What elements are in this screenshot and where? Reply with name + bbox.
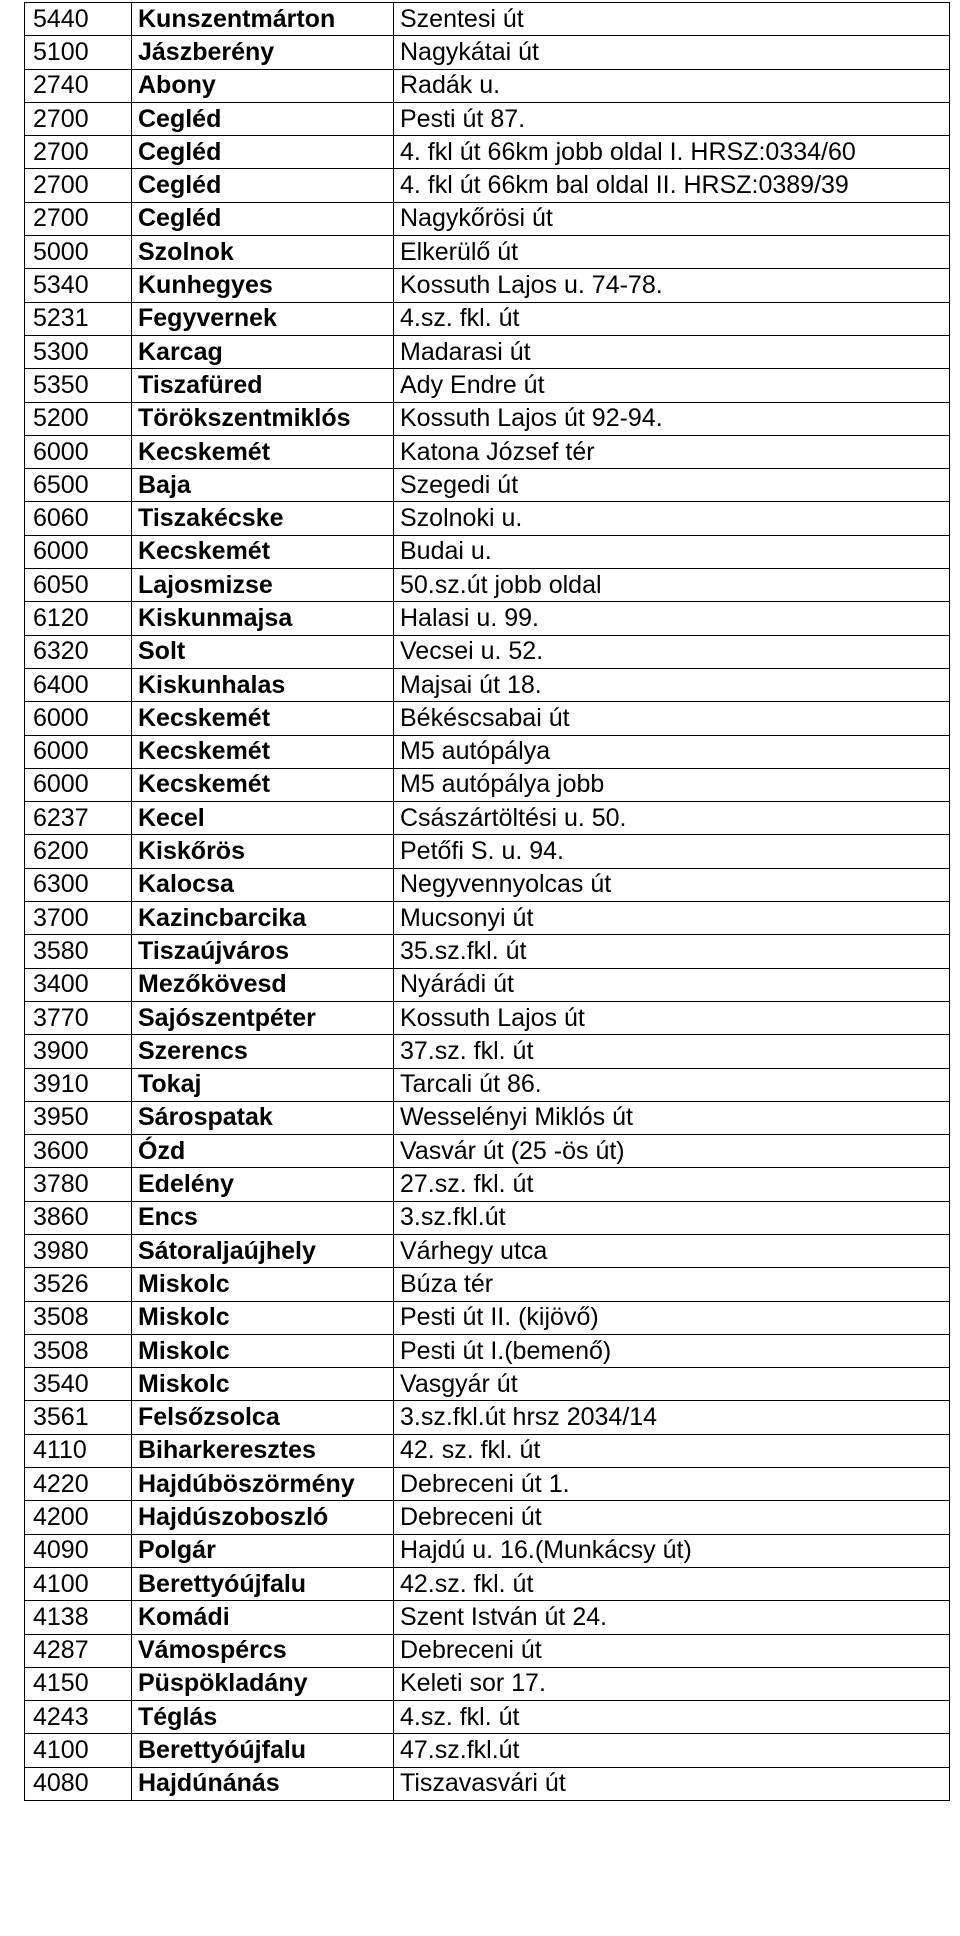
postal-code-cell: 3700 (25, 902, 132, 935)
address-cell: Keleti sor 17. (394, 1667, 950, 1700)
postal-code-cell: 4287 (25, 1634, 132, 1667)
table-row (25, 1268, 950, 1301)
city-cell: Edelény (132, 1168, 394, 1201)
address-cell: Kossuth Lajos u. 74-78. (394, 269, 950, 302)
table-row (25, 335, 950, 368)
city-cell: Jászberény (132, 36, 394, 69)
address-cell: Kossuth Lajos út (394, 1001, 950, 1034)
postal-code-cell: 6500 (25, 469, 132, 502)
table-row (25, 302, 950, 335)
table-row (25, 1567, 950, 1600)
address-cell: Hajdú u. 16.(Munkácsy út) (394, 1534, 950, 1567)
table-row (25, 1101, 950, 1134)
address-cell: Petőfi S. u. 94. (394, 835, 950, 868)
postal-code-cell: 3526 (25, 1268, 132, 1301)
table-row (25, 1434, 950, 1467)
postal-code-cell: 3508 (25, 1301, 132, 1334)
table-row (25, 835, 950, 868)
postal-code-cell: 3580 (25, 935, 132, 968)
city-cell: Püspökladány (132, 1667, 394, 1700)
table-row (25, 236, 950, 269)
postal-code-cell: 6200 (25, 835, 132, 868)
table-row (25, 735, 950, 768)
address-cell: Debreceni út (394, 1501, 950, 1534)
address-cell: M5 autópálya jobb (394, 768, 950, 801)
postal-code-cell: 4080 (25, 1767, 132, 1800)
postal-code-cell: 6400 (25, 668, 132, 701)
city-cell: Szerencs (132, 1035, 394, 1068)
address-cell: Szentesi út (394, 3, 950, 36)
postal-code-cell: 4150 (25, 1667, 132, 1700)
postal-code-cell: 4100 (25, 1567, 132, 1600)
postal-code-cell: 5350 (25, 369, 132, 402)
address-cell: Császártöltési u. 50. (394, 802, 950, 835)
city-cell: Berettyóújfalu (132, 1734, 394, 1767)
city-cell: Kiskőrös (132, 835, 394, 868)
table-row (25, 1701, 950, 1734)
address-cell: Mucsonyi út (394, 902, 950, 935)
table-row (25, 1035, 950, 1068)
table-row (25, 935, 950, 968)
table-row (25, 902, 950, 935)
address-cell: Negyvennyolcas út (394, 868, 950, 901)
postal-code-cell: 3600 (25, 1135, 132, 1168)
city-cell: Kunszentmárton (132, 3, 394, 36)
city-cell: Hajdúnánás (132, 1767, 394, 1800)
table-row (25, 1001, 950, 1034)
table-row (25, 1301, 950, 1334)
postal-code-cell: 6000 (25, 768, 132, 801)
table-row (25, 1634, 950, 1667)
address-cell: M5 autópálya (394, 735, 950, 768)
table-row (25, 702, 950, 735)
city-cell: Kecskemét (132, 702, 394, 735)
postal-code-cell: 6237 (25, 802, 132, 835)
address-cell: Vasgyár út (394, 1368, 950, 1401)
city-cell: Hajdúböszörmény (132, 1468, 394, 1501)
table-row (25, 1601, 950, 1634)
postal-code-cell: 3860 (25, 1201, 132, 1234)
city-cell: Törökszentmiklós (132, 402, 394, 435)
table-row (25, 1734, 950, 1767)
address-cell: Békéscsabai út (394, 702, 950, 735)
table-row (25, 535, 950, 568)
postal-code-cell: 6060 (25, 502, 132, 535)
table-row (25, 402, 950, 435)
postal-code-cell: 3770 (25, 1001, 132, 1034)
address-cell: Szolnoki u. (394, 502, 950, 535)
city-cell: Kalocsa (132, 868, 394, 901)
address-cell: 4. fkl út 66km bal oldal II. HRSZ:0389/39 (394, 169, 950, 202)
city-cell: Miskolc (132, 1268, 394, 1301)
table-row (25, 102, 950, 135)
table-row (25, 1501, 950, 1534)
postal-code-cell: 3400 (25, 968, 132, 1001)
table-row (25, 435, 950, 468)
city-cell: Fegyvernek (132, 302, 394, 335)
city-cell: Ózd (132, 1135, 394, 1168)
address-cell: 4.sz. fkl. út (394, 1701, 950, 1734)
address-cell: 42.sz. fkl. út (394, 1567, 950, 1600)
city-cell: Komádi (132, 1601, 394, 1634)
city-cell: Solt (132, 635, 394, 668)
address-cell: 35.sz.fkl. út (394, 935, 950, 968)
address-cell: 47.sz.fkl.út (394, 1734, 950, 1767)
postal-code-cell: 3780 (25, 1168, 132, 1201)
table-row (25, 668, 950, 701)
postal-code-cell: 4090 (25, 1534, 132, 1567)
city-cell: Baja (132, 469, 394, 502)
address-cell: Szegedi út (394, 469, 950, 502)
city-cell: Tiszakécske (132, 502, 394, 535)
address-cell: 4. fkl út 66km jobb oldal I. HRSZ:0334/60 (394, 136, 950, 169)
table-row (25, 768, 950, 801)
city-cell: Cegléd (132, 102, 394, 135)
city-cell: Tiszafüred (132, 369, 394, 402)
city-cell: Tiszaújváros (132, 935, 394, 968)
postal-code-cell: 6000 (25, 535, 132, 568)
table-row (25, 469, 950, 502)
city-cell: Felsőzsolca (132, 1401, 394, 1434)
postal-code-cell: 3540 (25, 1368, 132, 1401)
postal-code-cell: 2700 (25, 136, 132, 169)
postal-code-cell: 5300 (25, 335, 132, 368)
postal-code-cell: 3910 (25, 1068, 132, 1101)
postal-code-cell: 2700 (25, 202, 132, 235)
address-cell: Nagykőrösi út (394, 202, 950, 235)
table-row (25, 1667, 950, 1700)
city-cell: Miskolc (132, 1368, 394, 1401)
city-cell: Kecskemét (132, 735, 394, 768)
city-cell: Tokaj (132, 1068, 394, 1101)
address-cell: Madarasi út (394, 335, 950, 368)
city-cell: Polgár (132, 1534, 394, 1567)
city-cell: Kiskunhalas (132, 668, 394, 701)
city-cell: Lajosmizse (132, 569, 394, 602)
city-cell: Vámospércs (132, 1634, 394, 1667)
postal-code-cell: 6320 (25, 635, 132, 668)
address-cell: Radák u. (394, 69, 950, 102)
table-row (25, 602, 950, 635)
table-row (25, 1168, 950, 1201)
city-cell: Kecel (132, 802, 394, 835)
postal-code-cell: 4200 (25, 1501, 132, 1534)
address-cell: Szent István út 24. (394, 1601, 950, 1634)
table-row (25, 1767, 950, 1800)
city-cell: Kecskemét (132, 535, 394, 568)
address-cell: 3.sz.fkl.út hrsz 2034/14 (394, 1401, 950, 1434)
postal-code-cell: 5200 (25, 402, 132, 435)
postal-code-cell: 3900 (25, 1035, 132, 1068)
postal-code-cell: 6000 (25, 435, 132, 468)
address-table-body (25, 3, 950, 1801)
postal-code-cell: 4138 (25, 1601, 132, 1634)
table-row (25, 1334, 950, 1367)
city-cell: Kecskemét (132, 435, 394, 468)
address-cell: Elkerülő út (394, 236, 950, 269)
address-cell: Majsai út 18. (394, 668, 950, 701)
table-row (25, 36, 950, 69)
city-cell: Szolnok (132, 236, 394, 269)
postal-code-cell: 6000 (25, 735, 132, 768)
table-row (25, 802, 950, 835)
city-cell: Kiskunmajsa (132, 602, 394, 635)
postal-code-cell: 2740 (25, 69, 132, 102)
address-cell: Tiszavasvári út (394, 1767, 950, 1800)
city-cell: Miskolc (132, 1301, 394, 1334)
address-cell: Búza tér (394, 1268, 950, 1301)
postal-code-cell: 2700 (25, 169, 132, 202)
address-cell: Debreceni út (394, 1634, 950, 1667)
address-cell: Pesti út II. (kijövő) (394, 1301, 950, 1334)
table-row (25, 1068, 950, 1101)
address-cell: Vasvár út (25 -ös út) (394, 1135, 950, 1168)
city-cell: Berettyóújfalu (132, 1567, 394, 1600)
table-row (25, 1135, 950, 1168)
city-cell: Cegléd (132, 136, 394, 169)
postal-code-cell: 5440 (25, 3, 132, 36)
table-row (25, 635, 950, 668)
table-row (25, 569, 950, 602)
city-cell: Kecskemét (132, 768, 394, 801)
address-cell: 42. sz. fkl. út (394, 1434, 950, 1467)
postal-code-cell: 3508 (25, 1334, 132, 1367)
city-cell: Sátoraljaújhely (132, 1234, 394, 1267)
postal-code-cell: 3950 (25, 1101, 132, 1134)
postal-code-cell: 6050 (25, 569, 132, 602)
city-cell: Mezőkövesd (132, 968, 394, 1001)
table-row (25, 369, 950, 402)
city-cell: Sajószentpéter (132, 1001, 394, 1034)
city-cell: Cegléd (132, 169, 394, 202)
table-row (25, 69, 950, 102)
postal-code-cell: 6000 (25, 702, 132, 735)
address-cell: Debreceni út 1. (394, 1468, 950, 1501)
table-row (25, 169, 950, 202)
postal-code-cell: 5231 (25, 302, 132, 335)
city-cell: Sárospatak (132, 1101, 394, 1134)
address-cell: Kossuth Lajos út 92-94. (394, 402, 950, 435)
address-cell: Halasi u. 99. (394, 602, 950, 635)
table-row (25, 868, 950, 901)
table-row (25, 1401, 950, 1434)
postal-code-cell: 5000 (25, 236, 132, 269)
address-cell: Ady Endre út (394, 369, 950, 402)
postal-code-cell: 5100 (25, 36, 132, 69)
address-cell: Wesselényi Miklós út (394, 1101, 950, 1134)
address-cell: 27.sz. fkl. út (394, 1168, 950, 1201)
table-row (25, 1468, 950, 1501)
table-row (25, 3, 950, 36)
address-cell: Pesti út 87. (394, 102, 950, 135)
postal-code-cell: 4243 (25, 1701, 132, 1734)
address-cell: 50.sz.út jobb oldal (394, 569, 950, 602)
table-row (25, 1534, 950, 1567)
postal-code-cell: 4100 (25, 1734, 132, 1767)
postal-code-cell: 6300 (25, 868, 132, 901)
table-row (25, 502, 950, 535)
postal-code-cell: 2700 (25, 102, 132, 135)
city-cell: Encs (132, 1201, 394, 1234)
postal-code-cell: 3561 (25, 1401, 132, 1434)
address-cell: Nyárádi út (394, 968, 950, 1001)
city-cell: Hajdúszoboszló (132, 1501, 394, 1534)
table-row (25, 1368, 950, 1401)
address-cell: Nagykátai út (394, 36, 950, 69)
city-cell: Téglás (132, 1701, 394, 1734)
table-row (25, 1201, 950, 1234)
address-cell: Várhegy utca (394, 1234, 950, 1267)
postal-code-cell: 6120 (25, 602, 132, 635)
postal-code-cell: 4220 (25, 1468, 132, 1501)
table-row (25, 269, 950, 302)
city-cell: Kunhegyes (132, 269, 394, 302)
city-cell: Biharkeresztes (132, 1434, 394, 1467)
address-cell: 3.sz.fkl.út (394, 1201, 950, 1234)
postal-code-cell: 3980 (25, 1234, 132, 1267)
address-cell: Vecsei u. 52. (394, 635, 950, 668)
city-cell: Cegléd (132, 202, 394, 235)
city-cell: Miskolc (132, 1334, 394, 1367)
city-cell: Kazincbarcika (132, 902, 394, 935)
address-cell: 4.sz. fkl. út (394, 302, 950, 335)
postal-code-cell: 5340 (25, 269, 132, 302)
address-cell: Tarcali út 86. (394, 1068, 950, 1101)
table-row (25, 136, 950, 169)
table-row (25, 202, 950, 235)
table-row (25, 1234, 950, 1267)
city-cell: Karcag (132, 335, 394, 368)
address-cell: Budai u. (394, 535, 950, 568)
address-cell: Katona József tér (394, 435, 950, 468)
address-cell: 37.sz. fkl. út (394, 1035, 950, 1068)
postal-code-cell: 4110 (25, 1434, 132, 1467)
address-cell: Pesti út I.(bemenő) (394, 1334, 950, 1367)
table-row (25, 968, 950, 1001)
address-table (24, 2, 950, 1801)
city-cell: Abony (132, 69, 394, 102)
